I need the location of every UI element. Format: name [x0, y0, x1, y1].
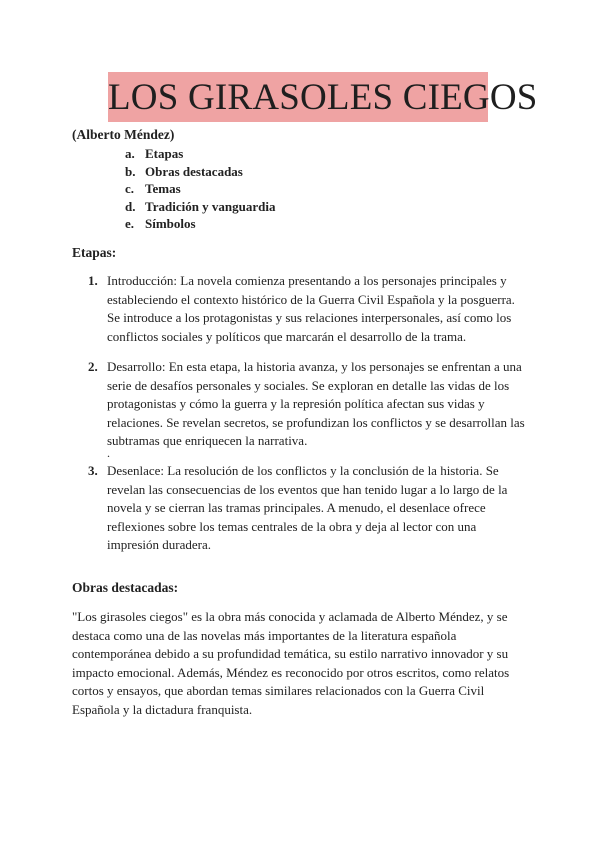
page-title: LOS GIRASOLES CIEGOS	[108, 77, 538, 118]
etapa-item-desarrollo	[88, 358, 528, 451]
etapa-text: Desarrollo: En esta etapa, la historia avanza, y los personajes se enfrentan a una serie de desafíos personales y sociales. Se exploran en detalle las vidas de los protagonistas y cómo la guerra y la represión política afectan sus vidas y relaciones. Se revelan secretos, se profundizan los conflictos y se desarrollan las subtramas que enriquecen la narrativa.	[107, 359, 525, 448]
toc-item	[125, 215, 276, 233]
toc-marker: a.	[125, 146, 135, 161]
toc-marker: c.	[125, 181, 135, 197]
toc-marker: d.	[125, 198, 136, 214]
etapa-text: Introducción: La novela comienza presentando a los personajes principales y estableciendo el contexto histórico de la Guerra Civil Española y la posguerra. Se introduce a los protagonistas y sus relaciones interpersonales, así como los conflictos sociales y políticos que marcarán el desarrollo de la trama.	[107, 273, 515, 344]
author-line: (Alberto Méndez)	[72, 127, 175, 142]
etapa-text: Desenlace: La resolución de los conflictos y la conclusión de la historia. Se revelan las consecuencias de los eventos que han tenido lugar a lo largo de la novela y se cierran las tramas principales. A menudo, el desenlace ofrece reflexiones sobre los temas centrales de la obra y deja al lector con una impresión duradera.	[107, 463, 508, 552]
toc-item	[125, 180, 276, 198]
toc-label: Símbolos	[145, 216, 196, 232]
toc-marker: e.	[125, 216, 135, 232]
obras-paragraph: "Los girasoles ciegos" es la obra más conocida y aclamada de Alberto Méndez, y se destaca como una de las novelas más importantes de la literatura española contemporánea debido a su profundidad temática, su estilo narrativo innovador y su impacto emocional. Además, Méndez es reconocido por otros escritos, como relatos cortos y ensayos, que abordan temas similares relacionados con la Guerra Civil Española y la dictadura franquista.	[72, 609, 510, 717]
etapa-number: 1.	[88, 273, 98, 288]
obras-heading: Obras destacadas:	[72, 580, 179, 595]
etapa-item-introduccion	[88, 272, 528, 346]
toc-item	[125, 163, 276, 181]
title-highlight	[108, 72, 538, 122]
stray-dot: .	[107, 446, 110, 460]
toc-item	[125, 198, 276, 216]
etapa-item-desenlace	[88, 462, 528, 555]
etapas-heading: Etapas:	[72, 245, 117, 260]
etapa-number: 2.	[88, 359, 98, 374]
etapa-number: 3.	[88, 463, 98, 478]
toc-label: Etapas	[145, 146, 184, 161]
toc-label: Tradición y vanguardia	[145, 198, 276, 214]
table-of-contents	[125, 145, 276, 233]
toc-label: Obras destacadas	[145, 163, 243, 179]
toc-item	[125, 145, 276, 163]
toc-marker: b.	[125, 163, 136, 179]
toc-label: Temas	[145, 181, 181, 197]
